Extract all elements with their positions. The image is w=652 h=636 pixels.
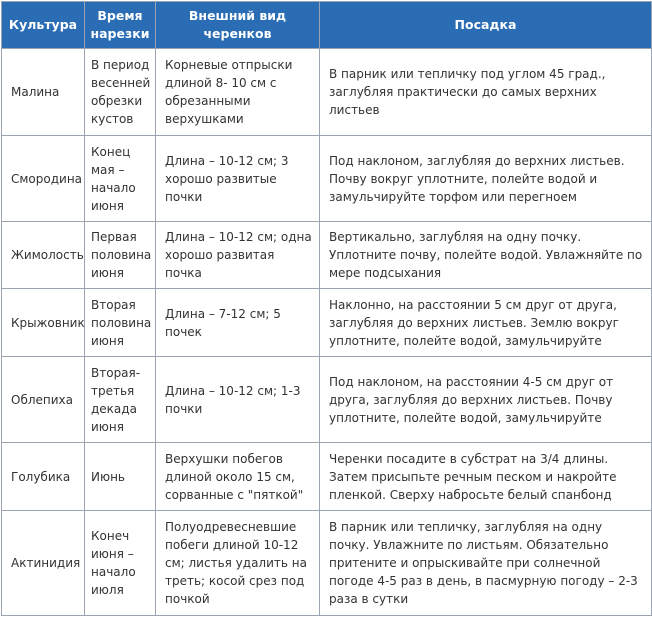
cell-time: Первая половина июня: [85, 222, 156, 289]
header-appearance: Внешний вид черенков: [156, 2, 320, 49]
cell-time: В период весенней обрезки кустов: [85, 49, 156, 136]
cell-time: Июнь: [85, 443, 156, 511]
cell-planting: Под наклоном, заглубляя до верхних листьев. Почву вокруг уплотните, полейте водой и замульчируйте торфом или перегноем: [320, 136, 652, 222]
cell-culture: Крыжовник: [2, 289, 85, 357]
cuttings-table: [1, 1, 652, 616]
cell-culture: Актинидия: [2, 511, 85, 616]
cell-appearance: Длина – 10-12 см; одна хорошо развитая почка: [156, 222, 320, 289]
table-header-row: [2, 2, 652, 49]
cell-culture: Жимолость: [2, 222, 85, 289]
cell-time: Вторая-третья декада июня: [85, 357, 156, 443]
cell-culture: Смородина: [2, 136, 85, 222]
cell-culture: Голубика: [2, 443, 85, 511]
cell-time: Вторая половина июня: [85, 289, 156, 357]
cell-appearance: Полуодревесневшие побеги длиной 10-12 см; листья удалить на треть; косой срез под почкой: [156, 511, 320, 616]
cell-planting: В парник или тепличку под углом 45 град., заглубляя практически до самых верхних листьев: [320, 49, 652, 136]
cell-planting: В парник или тепличку, заглубляя на одну почку. Увлажните по листьям. Обязательно притените и опрыскивайте при солнечной погоде 4-5 раз в день, в пасмурную погоду – 2-3 раза в сутки: [320, 511, 652, 616]
table-row: [2, 443, 652, 511]
table-row: [2, 289, 652, 357]
table-row: [2, 136, 652, 222]
cell-time: Конеч июня – начало июля: [85, 511, 156, 616]
cell-planting: Наклонно, на расстоянии 5 см друг от друга, заглубляя до верхних листьев. Землю вокруг уплотните, полейте водой, замульчируйте: [320, 289, 652, 357]
header-time: Время нарезки: [85, 2, 156, 49]
cell-planting: Вертикально, заглубляя на одну почку. Уплотните почву, полейте водой. Увлажняйте по мере подсыхания: [320, 222, 652, 289]
table-row: [2, 49, 652, 136]
cell-appearance: Длина – 7-12 см; 5 почек: [156, 289, 320, 357]
cell-time: Конец мая – начало июня: [85, 136, 156, 222]
table-row: [2, 222, 652, 289]
header-culture: Культура: [2, 2, 85, 49]
header-planting: Посадка: [320, 2, 652, 49]
cell-culture: Облепиха: [2, 357, 85, 443]
cell-appearance: Длина – 10-12 см; 1-3 почки: [156, 357, 320, 443]
cell-appearance: Корневые отпрыски длиной 8- 10 см с обрезанными верхушками: [156, 49, 320, 136]
cell-appearance: Длина – 10-12 см; 3 хорошо развитые почки: [156, 136, 320, 222]
cell-planting: Черенки посадите в субстрат на 3/4 длины. Затем присыпьте речным песком и накройте пленкой. Сверху набросьте белый спанбонд: [320, 443, 652, 511]
cell-appearance: Верхушки побегов длиной около 15 см, сорванные с "пяткой": [156, 443, 320, 511]
cell-planting: Под наклоном, на расстоянии 4-5 см друг от друга, заглубляя до верхних листьев. Почву уплотните, полейте водой, замульчируйте: [320, 357, 652, 443]
cell-culture: Малина: [2, 49, 85, 136]
table-row: [2, 357, 652, 443]
table-row: [2, 511, 652, 616]
